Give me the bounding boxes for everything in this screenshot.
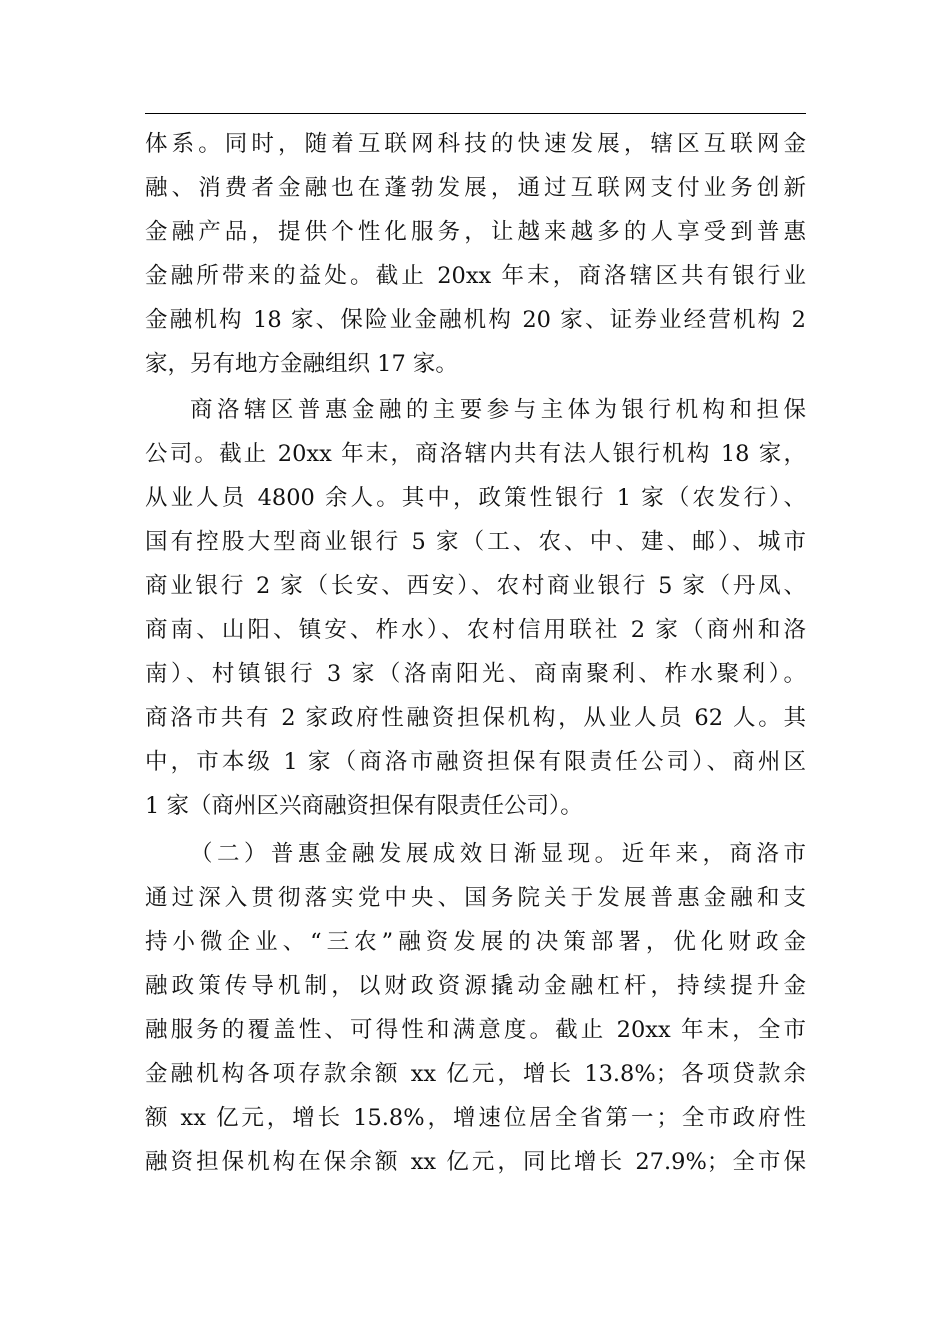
paragraph-2-line-9: 中，市本级 1 家（商洛市融资担保有限责任公司）、商州区	[145, 749, 806, 775]
paragraph-3-line-1: （二）普惠金融发展成效日渐显现。近年来，商洛市	[190, 841, 806, 867]
paragraph-3-line-3: 持小微企业、“三农”融资发展的决策部署，优化财政金	[145, 929, 806, 955]
paragraph-2-line-5: 商业银行 2 家（长安、西安）、农村商业银行 5 家（丹凤、	[145, 573, 806, 599]
paragraph-1-line-6: 家，另有地方金融组织 17 家。	[145, 351, 458, 377]
paragraph-2-line-8: 商洛市共有 2 家政府性融资担保机构，从业人员 62 人。其	[145, 705, 806, 731]
paragraph-3-line-4: 融政策传导机制，以财政资源撬动金融杠杆，持续提升金	[145, 973, 806, 999]
paragraph-2-line-7: 南）、村镇银行 3 家（洛南阳光、商南聚利、柞水聚利）。	[145, 661, 806, 687]
paragraph-1-line-4: 金融所带来的益处。截止 20xx 年末，商洛辖区共有银行业	[145, 263, 806, 289]
paragraph-2-line-2: 公司。截止 20xx 年末，商洛辖内共有法人银行机构 18 家，	[145, 441, 806, 467]
paragraph-3-line-5: 融服务的覆盖性、可得性和满意度。截止 20xx 年末，全市	[145, 1017, 806, 1043]
paragraph-3-line-7: 额 xx 亿元，增长 15.8%，增速位居全省第一；全市政府性	[145, 1105, 806, 1131]
paragraph-3-line-8: 融资担保机构在保余额 xx 亿元，同比增长 27.9%；全市保	[145, 1149, 806, 1175]
paragraph-3-line-2: 通过深入贯彻落实党中央、国务院关于发展普惠金融和支	[145, 885, 806, 911]
paragraph-2-line-1: 商洛辖区普惠金融的主要参与主体为银行机构和担保	[190, 397, 806, 423]
paragraph-1-line-1: 体系。同时，随着互联网科技的快速发展，辖区互联网金	[145, 131, 806, 157]
paragraph-1-line-3: 金融产品，提供个性化服务，让越来越多的人享受到普惠	[145, 219, 806, 245]
paragraph-2-line-4: 国有控股大型商业银行 5 家（工、农、中、建、邮）、城市	[145, 529, 806, 555]
paragraph-3-line-6: 金融机构各项存款余额 xx 亿元，增长 13.8%；各项贷款余	[145, 1061, 806, 1087]
paragraph-2-line-6: 商南、山阳、镇安、柞水）、农村信用联社 2 家（商州和洛	[145, 617, 806, 643]
paragraph-1-line-2: 融、消费者金融也在蓬勃发展，通过互联网支付业务创新	[145, 175, 806, 201]
header-rule	[145, 113, 806, 114]
paragraph-2-line-10: 1 家（商州区兴商融资担保有限责任公司）。	[145, 793, 583, 819]
paragraph-1-line-5: 金融机构 18 家、保险业金融机构 20 家、证券业经营机构 2	[145, 307, 806, 333]
paragraph-2-line-3: 从业人员 4800 余人。其中，政策性银行 1 家（农发行）、	[145, 485, 806, 511]
